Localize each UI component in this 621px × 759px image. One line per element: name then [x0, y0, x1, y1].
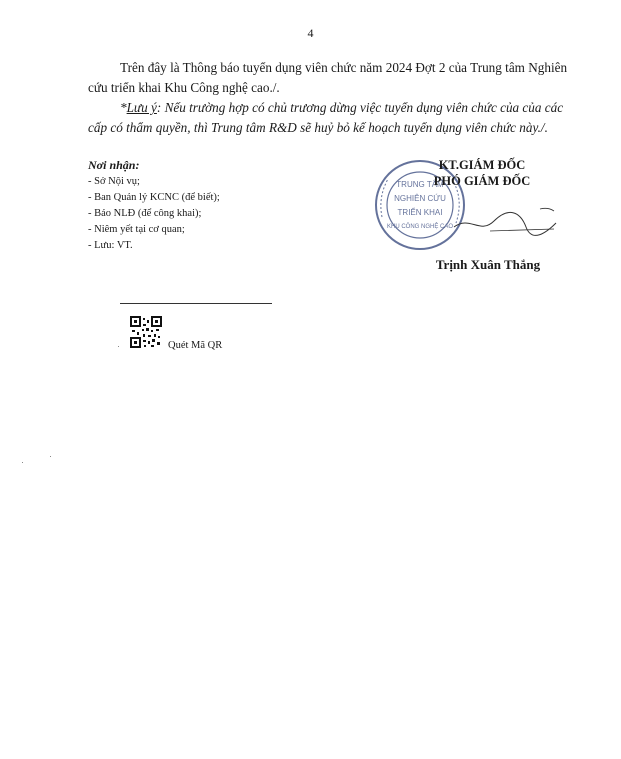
recipient-item: - Báo NLĐ (để công khai); [88, 208, 202, 219]
divider-line [120, 303, 272, 304]
svg-text:TRIỂN KHAI: TRIỂN KHAI [397, 208, 443, 217]
scan-speck [50, 456, 51, 457]
closing-paragraph [88, 58, 568, 98]
note-paragraph [88, 98, 568, 138]
svg-text:NGHIÊN CỨU: NGHIÊN CỨU [394, 194, 446, 203]
page-number: 4 [307, 26, 314, 40]
svg-text:TRUNG TÂM: TRUNG TÂM [396, 180, 444, 189]
scan-speck [22, 462, 23, 463]
recipients-heading: Nơi nhận: [88, 158, 140, 172]
signer-name: Trịnh Xuân Thắng [435, 257, 541, 272]
closing-paragraph-text: Trên đây là Thông báo tuyển dụng viên chức năm 2024 Đợt 2 của Trung tâm Nghiên cứu triển khai Khu Công nghệ cao./. [88, 60, 568, 95]
qr-code-icon[interactable] [130, 316, 162, 348]
svg-text:KHU CÔNG NGHỆ CAO: KHU CÔNG NGHỆ CAO [386, 224, 454, 230]
signature-title [402, 157, 562, 189]
recipients-block [88, 157, 220, 254]
handwritten-signature [450, 205, 560, 245]
note-label: Lưu ý [126, 100, 157, 115]
signature-title-line1: KT.GIÁM ĐỐC [438, 158, 526, 172]
recipient-item: - Sở Nội vụ; [88, 176, 140, 187]
recipient-item: - Ban Quản lý KCNC (để biết); [88, 192, 220, 203]
note-prefix: * [120, 100, 127, 115]
signature-block [360, 157, 560, 277]
qr-label: Quét Mã QR [168, 340, 223, 351]
note-text: : Nếu trường hợp có chủ trương dừng việc tuyển dụng viên chức của của các cấp có thẩm quyền, thì Trung tâm R&D sẽ huỷ bỏ kế hoạch tuyển dụng viên chức này./. [88, 100, 564, 135]
recipient-item: - Niêm yết tại cơ quan; [88, 224, 185, 235]
signature-title-line2: PHÓ GIÁM ĐỐC [433, 174, 531, 188]
recipient-item: - Lưu: VT. [88, 240, 133, 251]
scan-speck [118, 346, 119, 347]
